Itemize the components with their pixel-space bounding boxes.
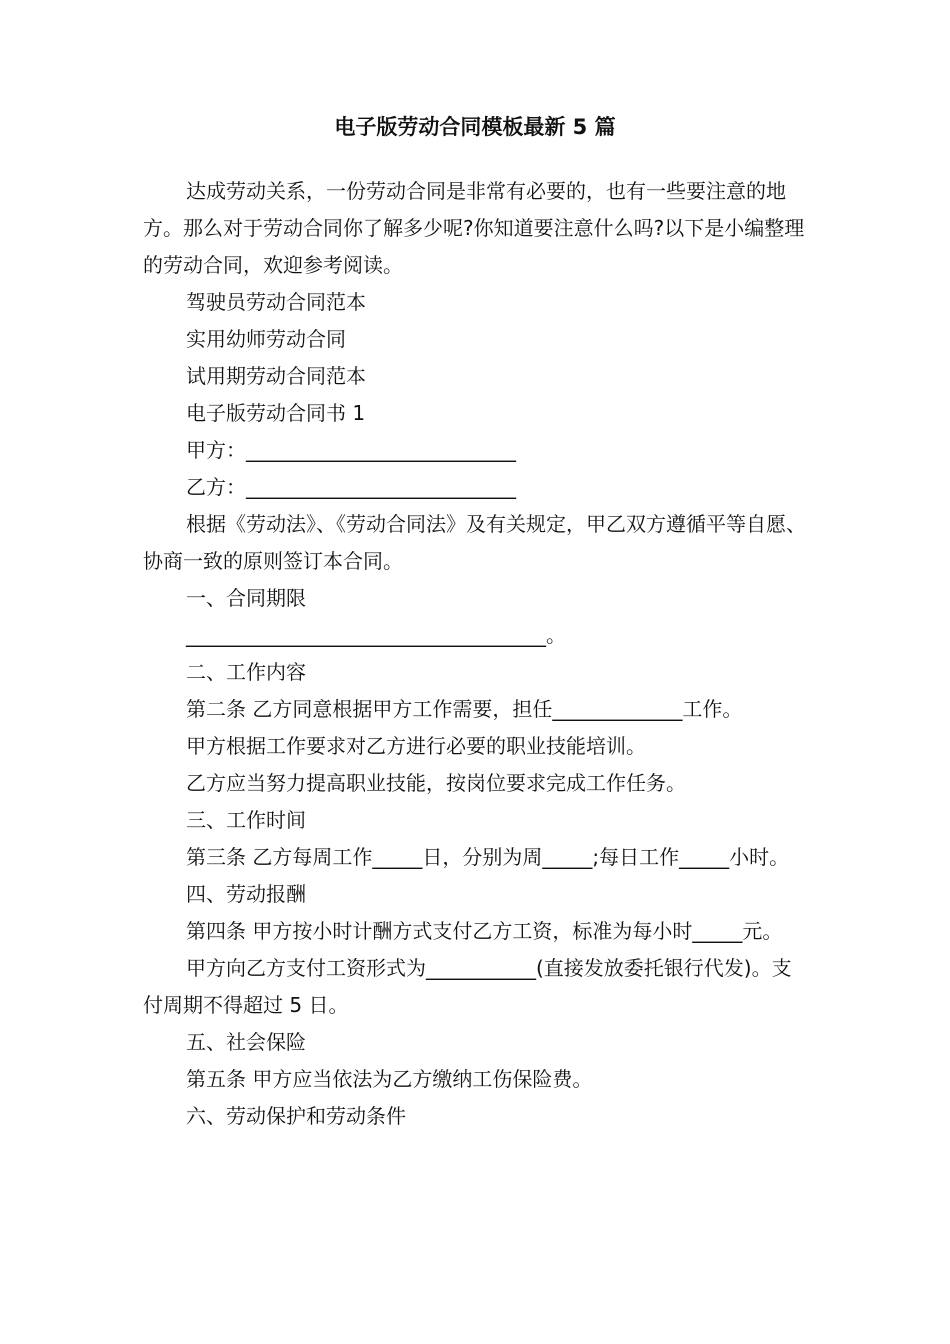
party-b-field: 乙方：___________________________: [186, 475, 516, 499]
section-heading-social-insurance: 五、社会保险: [186, 1030, 306, 1054]
section-heading-work-content: 二、工作内容: [186, 660, 306, 684]
skill-clause: 乙方应当努力提高职业技能，按岗位要求完成工作任务。: [186, 771, 686, 795]
related-link-teacher-contract: 实用幼师劳动合同: [186, 327, 346, 351]
document-body: [143, 173, 811, 1135]
article-3: 第三条 乙方每周工作_____日，分别为周_____;每日工作_____小时。: [186, 845, 790, 869]
article-2: 第二条 乙方同意根据甲方工作需要，担任_____________工作。: [186, 697, 743, 721]
legal-basis-paragraph: 根据《劳动法》、《劳动合同法》及有关规定，甲乙双方遵循平等自愿、协商一致的原则签订本合同。: [143, 512, 806, 573]
related-link-probation-contract: 试用期劳动合同范本: [186, 364, 366, 388]
section-heading-work-time: 三、工作时间: [186, 808, 306, 832]
term-blank: ____________________________________。: [186, 623, 566, 647]
section-heading-term: 一、合同期限: [186, 586, 306, 610]
payment-form-clause: 甲方向乙方支付工资形式为___________(直接发放委托银行代发)。支付周期不得超过 5 日。: [143, 956, 792, 1017]
related-link-driver-contract: 驾驶员劳动合同范本: [186, 290, 366, 314]
section-heading-labor-protection: 六、劳动保护和劳动条件: [186, 1104, 406, 1128]
document-title: 电子版劳动合同模板最新 5 篇: [334, 115, 616, 139]
section-heading-pay: 四、劳动报酬: [186, 882, 306, 906]
article-4: 第四条 甲方按小时计酬方式支付乙方工资，标准为每小时_____元。: [186, 919, 783, 943]
party-a-field: 甲方：___________________________: [186, 438, 516, 462]
contract-heading: 电子版劳动合同书 1: [186, 401, 366, 425]
article-5: 第五条 甲方应当依法为乙方缴纳工伤保险费。: [186, 1067, 593, 1091]
intro-paragraph: 达成劳动关系，一份劳动合同是非常有必要的，也有一些要注意的地方。那么对于劳动合同你了解多少呢?你知道要注意什么吗?以下是小编整理的劳动合同，欢迎参考阅读。: [143, 179, 805, 277]
training-clause: 甲方根据工作要求对乙方进行必要的职业技能培训。: [186, 734, 646, 758]
